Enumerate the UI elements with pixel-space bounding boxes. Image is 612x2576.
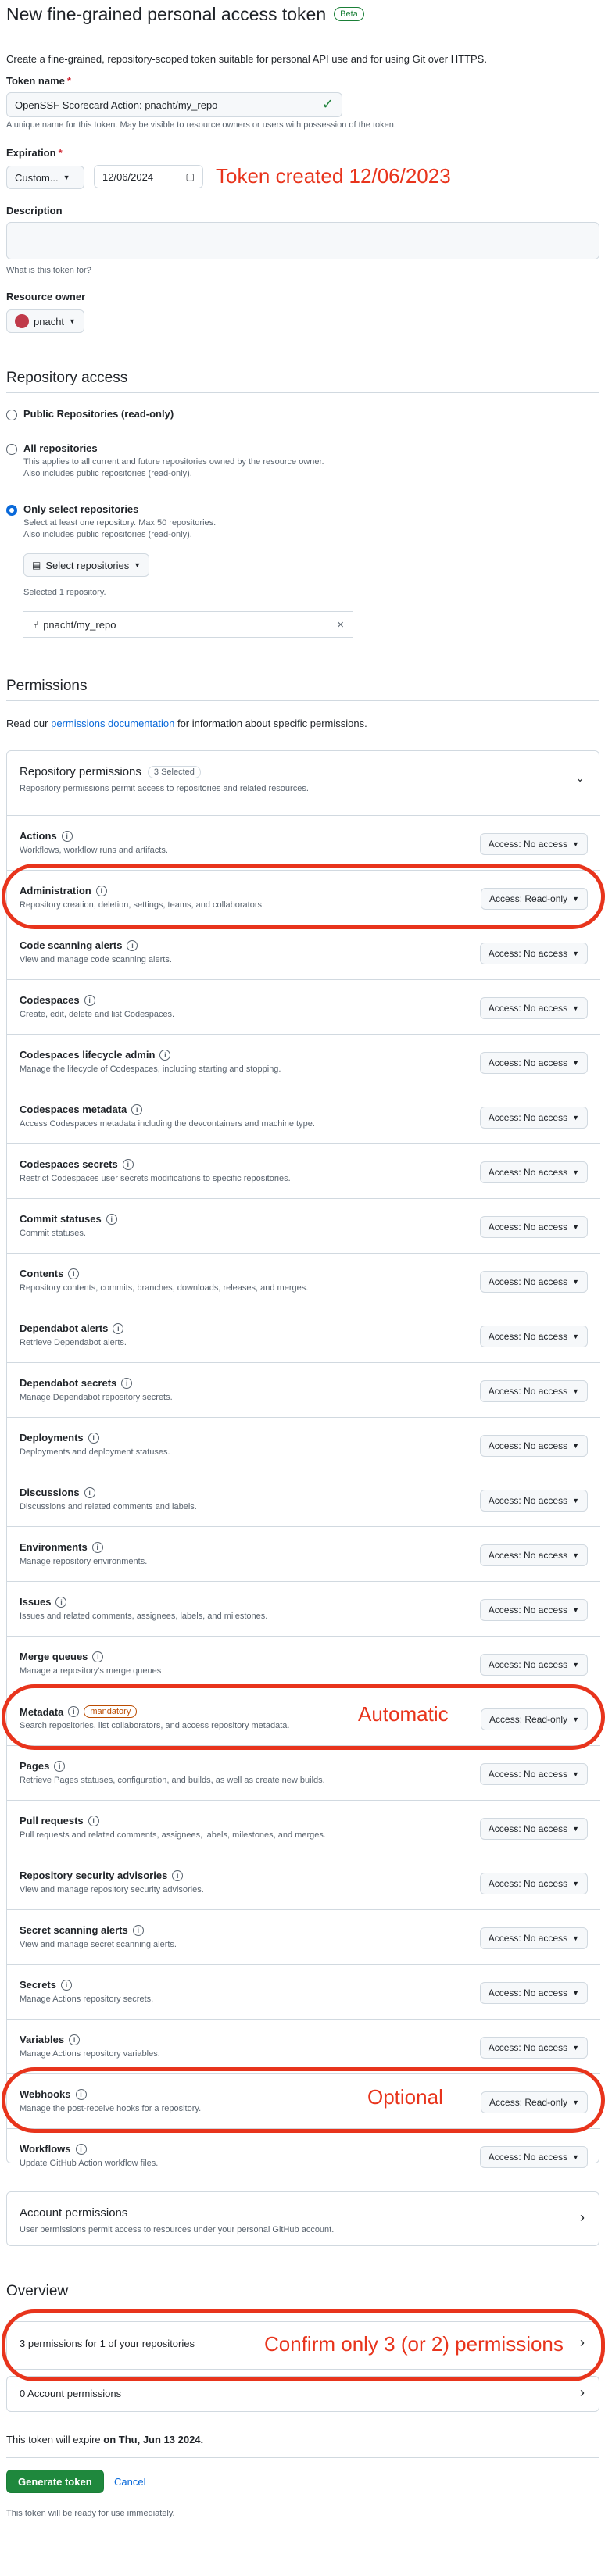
permission-name-text: Administration <box>20 885 91 896</box>
access-value: Access: No access <box>488 1167 568 1178</box>
permission-row <box>7 1526 600 1581</box>
permission-name-text: Repository security advisories <box>20 1869 168 1881</box>
access-dropdown[interactable] <box>480 1982 588 2004</box>
permission-name <box>20 1651 103 1662</box>
divider <box>6 392 599 393</box>
info-icon[interactable]: i <box>88 1433 99 1444</box>
divider <box>6 700 599 701</box>
permission-row <box>7 1636 600 1690</box>
selected-count-badge: 3 Selected <box>148 766 201 778</box>
permission-name-text: Workflows <box>20 2143 71 2155</box>
permission-name-text: Webhooks <box>20 2088 71 2100</box>
permission-name <box>20 1869 183 1881</box>
access-dropdown[interactable] <box>480 833 588 855</box>
selected-repo-item <box>23 611 353 638</box>
permission-name-text: Commit statuses <box>20 1213 102 1225</box>
overview-heading: Overview <box>6 2283 69 2299</box>
permission-name-text: Codespaces <box>20 994 80 1006</box>
permission-name <box>20 1760 65 1772</box>
chevron-down-icon: ▼ <box>69 317 76 325</box>
permission-name-text: Variables <box>20 2034 65 2045</box>
permission-description: Manage the post-receive hooks for a repository. <box>20 2104 202 2113</box>
permission-name <box>20 1596 66 1608</box>
permission-name <box>20 1541 103 1553</box>
radio-description: Also includes public repositories (read-only). <box>23 469 192 478</box>
permission-name <box>20 939 138 951</box>
access-dropdown[interactable] <box>480 2146 588 2168</box>
info-icon[interactable]: i <box>127 940 138 951</box>
permission-row <box>7 1745 600 1800</box>
access-dropdown[interactable] <box>480 1763 588 1785</box>
permission-description: Retrieve Pages statuses, configuration, and builds, as well as create new builds. <box>20 1776 325 1785</box>
radio-label: Public Repositories (read-only) <box>23 408 174 420</box>
description-note: What is this token for? <box>6 266 91 275</box>
radio-description: This applies to all current and future repositories owned by the resource owner. <box>23 457 324 467</box>
info-icon[interactable]: i <box>54 1761 65 1772</box>
access-value: Access: No access <box>488 1276 568 1287</box>
account-permissions-box[interactable] <box>6 2191 599 2246</box>
radio-public-repositories[interactable] <box>6 408 174 420</box>
permission-name <box>20 1104 142 1115</box>
permission-name <box>20 830 73 842</box>
permission-row <box>7 2019 600 2073</box>
chevron-down-icon: ▼ <box>572 1004 579 1012</box>
radio-description: Select at least one repository. Max 50 repositories. <box>23 518 217 528</box>
permission-row <box>7 1472 600 1526</box>
permission-name-text: Pages <box>20 1760 50 1772</box>
repository-permissions-box <box>6 750 599 2168</box>
permission-name <box>20 1487 95 1498</box>
permission-name-text: Merge queues <box>20 1651 88 1662</box>
chevron-down-icon: ▼ <box>572 2098 579 2106</box>
account-permissions-title: Account permissions <box>20 2206 128 2220</box>
permission-row <box>7 1034 600 1089</box>
access-dropdown[interactable] <box>480 1326 588 1347</box>
access-dropdown[interactable] <box>480 1052 588 1074</box>
permission-row <box>7 1690 600 1745</box>
access-dropdown[interactable] <box>480 997 588 1019</box>
permission-name-text: Dependabot secrets <box>20 1377 117 1389</box>
radio-button[interactable] <box>6 410 17 420</box>
chevron-down-icon: ▼ <box>572 1989 579 1997</box>
account-permissions-summary[interactable] <box>6 2376 599 2412</box>
permission-row <box>7 870 600 925</box>
resource-owner-label: Resource owner <box>6 291 86 302</box>
info-icon[interactable]: i <box>55 1597 66 1608</box>
permission-description: Repository contents, commits, branches, downloads, releases, and merges. <box>20 1283 309 1293</box>
permission-row <box>7 2073 600 2128</box>
permission-row <box>7 1198 600 1253</box>
chevron-up-icon[interactable]: ⌄ <box>575 771 585 784</box>
chevron-down-icon: ▼ <box>572 950 579 957</box>
repository-access-heading: Repository access <box>6 370 128 386</box>
permission-row <box>7 1143 600 1198</box>
access-dropdown[interactable] <box>480 1380 588 1402</box>
info-icon[interactable]: i <box>131 1104 142 1115</box>
access-dropdown[interactable] <box>480 1927 588 1949</box>
token-name-label: Token name * <box>6 75 71 87</box>
permission-name-text: Issues <box>20 1596 52 1608</box>
permission-row <box>7 1417 600 1472</box>
chevron-down-icon: ▼ <box>572 1825 579 1833</box>
access-dropdown[interactable] <box>481 1708 588 1730</box>
info-icon[interactable]: i <box>113 1323 123 1334</box>
permission-row <box>7 925 600 979</box>
access-value: Access: Read-only <box>489 2097 568 2108</box>
token-name-note: A unique name for this token. May be visible to resource owners or users with possession of the token. <box>6 120 396 130</box>
permission-name-text: Code scanning alerts <box>20 939 123 951</box>
permission-name-text: Environments <box>20 1541 88 1553</box>
info-icon[interactable]: i <box>68 1706 79 1717</box>
access-value: Access: No access <box>488 1878 568 1889</box>
permission-description: Manage repository environments. <box>20 1557 148 1566</box>
permission-name-text: Deployments <box>20 1432 84 1444</box>
radio-button[interactable] <box>6 505 17 516</box>
description-label: Description <box>6 205 63 216</box>
access-dropdown[interactable] <box>480 1654 588 1676</box>
permission-name <box>20 2088 87 2100</box>
info-icon[interactable]: i <box>62 831 73 842</box>
access-value: Access: No access <box>488 2152 568 2163</box>
expiration-select[interactable] <box>6 166 84 189</box>
permission-name <box>20 1213 117 1225</box>
radio-label: Only select repositories <box>23 503 139 515</box>
radio-button[interactable] <box>6 444 17 455</box>
info-icon[interactable]: i <box>61 1980 72 1991</box>
ready-note: This token will be ready for use immediately. <box>6 2509 175 2518</box>
page-subtitle: Create a fine-grained, repository-scoped token suitable for personal API use and for using Git over HTTPS. <box>6 53 487 65</box>
chevron-down-icon: ▼ <box>572 1661 579 1669</box>
access-value: Access: No access <box>488 1003 568 1014</box>
permission-name <box>20 1432 99 1444</box>
page-title <box>6 2 364 27</box>
permission-description: Access Codespaces metadata including the devcontainers and machine type. <box>20 1119 315 1129</box>
radio-description: Also includes public repositories (read-only). <box>23 530 192 539</box>
access-dropdown[interactable] <box>480 1161 588 1183</box>
permission-name <box>20 1924 144 1936</box>
info-icon[interactable]: i <box>133 1925 144 1936</box>
permission-name-text: Pull requests <box>20 1815 84 1826</box>
expiration-summary-date: on Thu, Jun 13 2024. <box>103 2434 204 2445</box>
expiration-select-value: Custom... <box>15 171 59 184</box>
access-dropdown[interactable] <box>480 1818 588 1840</box>
expiration-summary-text: This token will expire <box>6 2434 104 2445</box>
access-dropdown[interactable] <box>481 888 588 910</box>
permission-row <box>7 1253 600 1308</box>
chevron-down-icon: ▼ <box>572 1223 579 1231</box>
info-icon[interactable]: i <box>106 1214 117 1225</box>
permission-description: Pull requests and related comments, assignees, labels, milestones, and merges. <box>20 1830 326 1840</box>
access-value: Access: No access <box>488 1769 568 1780</box>
info-icon[interactable]: i <box>84 1487 95 1498</box>
account-permissions-summary-text: 0 Account permissions <box>20 2388 122 2399</box>
chevron-down-icon: ▼ <box>572 1606 579 1614</box>
radio-only-select-repositories[interactable] <box>6 503 216 541</box>
permission-description: Workflows, workflow runs and artifacts. <box>20 846 168 855</box>
info-icon[interactable]: i <box>92 1651 103 1662</box>
permission-row <box>7 1308 600 1362</box>
access-dropdown[interactable] <box>480 943 588 964</box>
permission-description: Update GitHub Action workflow files. <box>20 2159 159 2168</box>
chevron-down-icon: ▼ <box>572 1442 579 1450</box>
cancel-link[interactable]: Cancel <box>114 2476 146 2488</box>
permission-name-text: Metadata <box>20 1705 64 1718</box>
permission-name <box>20 885 107 896</box>
permission-name-text: Secrets <box>20 1979 56 1991</box>
info-icon[interactable]: i <box>69 2034 80 2045</box>
permission-name <box>20 994 95 1006</box>
select-repositories-button[interactable] <box>23 553 149 577</box>
generate-token-button[interactable]: Generate token <box>6 2470 104 2493</box>
chevron-down-icon: ▼ <box>572 1114 579 1122</box>
chevron-down-icon: ▼ <box>572 1333 579 1340</box>
info-icon[interactable]: i <box>159 1050 170 1061</box>
info-icon[interactable]: i <box>123 1159 134 1170</box>
permission-name <box>20 1268 79 1279</box>
repository-permissions-summary-text: 3 permissions for 1 of your repositories <box>20 2338 195 2349</box>
access-dropdown[interactable] <box>480 2037 588 2059</box>
expiration-date-value: 12/06/2024 <box>102 170 154 183</box>
permission-row <box>7 1909 600 1964</box>
info-icon[interactable]: i <box>84 995 95 1006</box>
access-value: Access: No access <box>488 1222 568 1233</box>
permission-description: Discussions and related comments and labels. <box>20 1502 197 1512</box>
info-icon[interactable]: i <box>92 1542 103 1553</box>
chevron-down-icon: ▼ <box>572 1551 579 1559</box>
chevron-down-icon: ▼ <box>572 840 579 848</box>
chevron-down-icon: ▼ <box>572 1716 579 1723</box>
radio-label: All repositories <box>23 442 98 454</box>
repo-icon: ▤ <box>32 560 41 571</box>
permission-description: View and manage secret scanning alerts. <box>20 1940 177 1949</box>
intro-text: Read our <box>6 717 52 729</box>
selected-count: Selected 1 repository. <box>23 588 106 597</box>
divider <box>6 2457 599 2458</box>
annotation-label: Automatic <box>358 1702 449 1726</box>
permission-name <box>20 2143 87 2155</box>
permission-row <box>7 979 600 1034</box>
access-dropdown[interactable] <box>480 1271 588 1293</box>
access-dropdown[interactable] <box>480 1599 588 1621</box>
access-value: Access: No access <box>488 1550 568 1561</box>
permission-name <box>20 1377 132 1389</box>
access-value: Access: Read-only <box>489 893 568 904</box>
access-value: Access: No access <box>488 1495 568 1506</box>
radio-all-repositories[interactable] <box>6 442 324 480</box>
permission-description: Restrict Codespaces user secrets modifications to specific repositories. <box>20 1174 291 1183</box>
permission-name-text: Dependabot alerts <box>20 1322 109 1334</box>
chevron-down-icon: ▼ <box>572 1278 579 1286</box>
access-dropdown[interactable] <box>480 1490 588 1512</box>
annotation-label: Optional <box>367 2085 443 2109</box>
expiration-date-input[interactable] <box>94 165 203 188</box>
permission-description: View and manage repository security advisories. <box>20 1885 204 1894</box>
access-value: Access: No access <box>488 948 568 959</box>
permission-name-text: Codespaces metadata <box>20 1104 127 1115</box>
access-dropdown[interactable] <box>480 1216 588 1238</box>
permission-description: View and manage code scanning alerts. <box>20 955 172 964</box>
beta-badge: Beta <box>334 7 364 21</box>
permission-name <box>20 2034 80 2045</box>
permission-row <box>7 1855 600 1909</box>
access-dropdown[interactable] <box>480 1873 588 1894</box>
token-name-input[interactable] <box>6 92 342 117</box>
permission-description: Retrieve Dependabot alerts. <box>20 1338 127 1347</box>
checkmark-icon: ✓ <box>321 96 334 112</box>
permissions-intro <box>6 717 367 729</box>
chevron-right-icon: › <box>580 2334 585 2350</box>
permission-description: Issues and related comments, assignees, labels, and milestones. <box>20 1612 268 1621</box>
permission-name-text: Actions <box>20 830 57 842</box>
chevron-down-icon: ▼ <box>572 1059 579 1067</box>
repository-permissions-description: Repository permissions permit access to repositories and related resources. <box>20 784 309 793</box>
permission-row <box>7 1964 600 2019</box>
chevron-down-icon: ▼ <box>572 1168 579 1176</box>
avatar <box>15 314 29 328</box>
expiration-label: Expiration * <box>6 147 63 159</box>
select-repositories-label: Select repositories <box>45 559 130 571</box>
chevron-down-icon: ▼ <box>572 2153 579 2161</box>
access-value: Access: No access <box>488 1057 568 1068</box>
chevron-down-icon: ▼ <box>572 2044 579 2052</box>
access-value: Access: No access <box>488 1933 568 1944</box>
permission-description: Manage Dependabot repository secrets. <box>20 1393 173 1402</box>
permission-row <box>7 1800 600 1855</box>
intro-text: for information about specific permissions. <box>174 717 367 729</box>
access-value: Access: No access <box>488 1605 568 1615</box>
info-icon[interactable]: i <box>121 1378 132 1389</box>
permission-row <box>7 1089 600 1143</box>
repository-permissions-title: Repository permissions <box>20 765 141 778</box>
chevron-down-icon: ▼ <box>572 1497 579 1504</box>
info-icon[interactable]: i <box>88 1816 99 1826</box>
permission-name-text: Secret scanning alerts <box>20 1924 128 1936</box>
token-name-value: OpenSSF Scorecard Action: pnacht/my_repo <box>15 98 218 111</box>
permission-description: Manage Actions repository secrets. <box>20 1995 154 2004</box>
access-value: Access: No access <box>488 2042 568 2053</box>
info-icon[interactable]: i <box>76 2089 87 2100</box>
access-value: Access: No access <box>488 1440 568 1451</box>
permission-name-text: Codespaces secrets <box>20 1158 118 1170</box>
selected-repo-name: pnacht/my_repo <box>43 618 116 631</box>
permission-row <box>7 1362 600 1417</box>
expiration-summary <box>6 2434 203 2445</box>
access-dropdown[interactable] <box>480 1107 588 1129</box>
chevron-right-icon: › <box>580 2385 585 2400</box>
info-icon[interactable]: i <box>96 886 107 896</box>
chevron-right-icon: › <box>580 2209 585 2225</box>
permissions-documentation-link[interactable]: permissions documentation <box>51 717 175 729</box>
page-title-text: New fine-grained personal access token <box>6 4 327 24</box>
access-dropdown[interactable] <box>480 1435 588 1457</box>
resource-owner-value: pnacht <box>34 315 65 327</box>
access-value: Access: No access <box>488 1386 568 1397</box>
access-value: Access: No access <box>488 839 568 850</box>
chevron-down-icon: ▼ <box>572 1770 579 1778</box>
access-value: Access: No access <box>488 1987 568 1998</box>
access-value: Access: No access <box>488 1659 568 1670</box>
annotation-confirm: Confirm only 3 (or 2) permissions <box>264 2332 564 2356</box>
chevron-down-icon: ▼ <box>572 895 579 903</box>
chevron-down-icon: ▼ <box>63 174 70 181</box>
annotation-token-created: Token created 12/06/2023 <box>216 164 451 188</box>
access-dropdown[interactable] <box>481 2091 588 2113</box>
chevron-down-icon: ▼ <box>572 1387 579 1395</box>
permission-description: Create, edit, delete and list Codespaces. <box>20 1010 175 1019</box>
close-icon[interactable]: × <box>337 617 344 631</box>
mandatory-badge: mandatory <box>84 1705 137 1718</box>
resource-owner-select[interactable] <box>6 309 84 333</box>
permission-row <box>7 2128 600 2183</box>
access-value: Access: No access <box>488 1823 568 1834</box>
info-icon[interactable]: i <box>68 1268 79 1279</box>
permission-name <box>20 1979 72 1991</box>
permission-description: Manage Actions repository variables. <box>20 2049 160 2059</box>
permission-name-text: Contents <box>20 1268 64 1279</box>
permission-name <box>20 1705 137 1718</box>
permission-description: Manage a repository's merge queues <box>20 1666 162 1676</box>
chevron-down-icon: ▼ <box>572 1880 579 1887</box>
permission-description: Commit statuses. <box>20 1229 86 1238</box>
chevron-down-icon: ▼ <box>134 561 141 569</box>
chevron-down-icon: ▼ <box>572 1934 579 1942</box>
calendar-icon: ▢ <box>185 171 195 182</box>
permission-row <box>7 1581 600 1636</box>
permission-name <box>20 1815 99 1826</box>
permission-name <box>20 1158 134 1170</box>
permission-name <box>20 1049 170 1061</box>
repo-icon: ⑂ <box>33 619 39 630</box>
info-icon[interactable]: i <box>172 1870 183 1881</box>
repository-permissions-header[interactable] <box>20 765 201 778</box>
permissions-heading: Permissions <box>6 678 88 694</box>
permission-description: Repository creation, deletion, settings, teams, and collaborators. <box>20 900 265 910</box>
access-value: Access: No access <box>488 1112 568 1123</box>
permission-description: Search repositories, list collaborators, and access repository metadata. <box>20 1721 290 1730</box>
permission-description: Deployments and deployment statuses. <box>20 1447 170 1457</box>
permission-name-text: Codespaces lifecycle admin <box>20 1049 156 1061</box>
info-icon[interactable]: i <box>76 2144 87 2155</box>
permission-name-text: Discussions <box>20 1487 80 1498</box>
description-textarea[interactable] <box>6 222 599 259</box>
access-value: Access: No access <box>488 1331 568 1342</box>
access-dropdown[interactable] <box>480 1544 588 1566</box>
access-value: Access: Read-only <box>489 1714 568 1725</box>
permission-name <box>20 1322 123 1334</box>
account-permissions-description: User permissions permit access to resources under your personal GitHub account. <box>20 2225 335 2234</box>
permission-description: Manage the lifecycle of Codespaces, including starting and stopping. <box>20 1064 281 1074</box>
permission-row <box>7 815 600 870</box>
